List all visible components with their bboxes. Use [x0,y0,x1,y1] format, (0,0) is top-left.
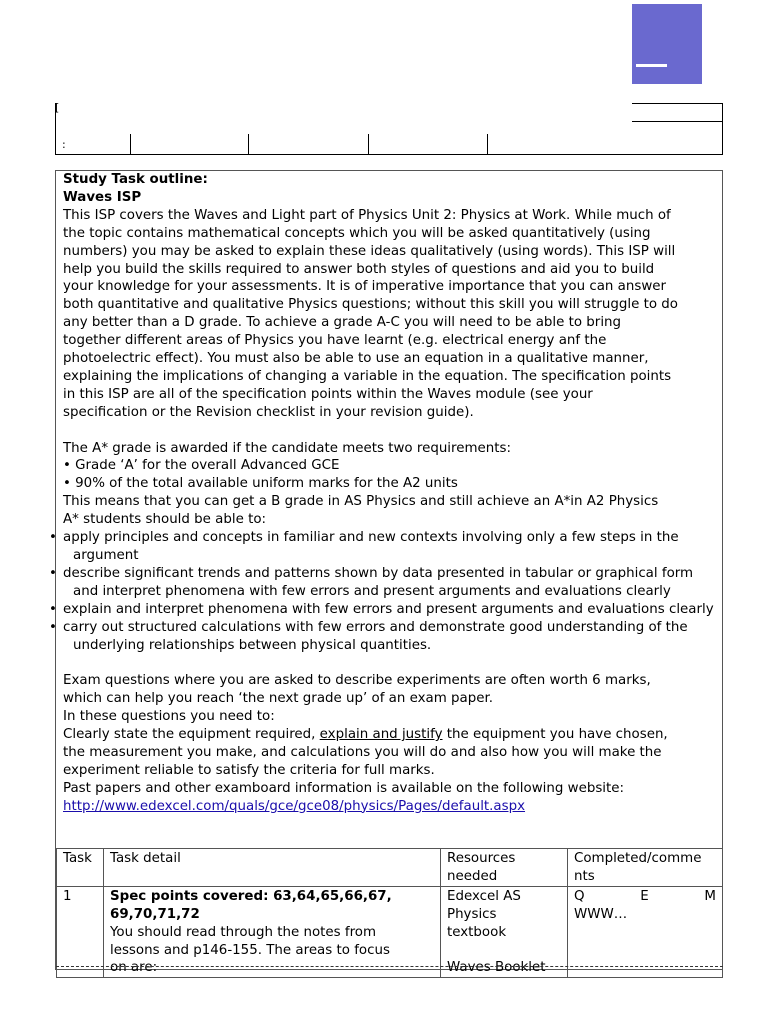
intro-line: together different areas of Physics you have learnt (e.g. electrical energy anf the [63,333,607,349]
skill-bullet: • describe significant trends and patterns shown by data presented in tabular or graphical form and interpret phenomena with few errors and present arguments and evaluations clearly [49,565,694,599]
exam-text: which can help you reach ‘the next grade up’ of an exam paper. [63,691,494,707]
bullet-icon: • [49,565,57,581]
bullet-icon: • [49,601,57,617]
header-task-detail: Task detail [104,849,441,887]
means-text: This means that you can get a B grade in AS Physics and still achieve an A*in A2 Physics [63,494,659,510]
requirement-2: • 90% of the total available uniform marks for the A2 units [63,476,458,492]
skill-bullet: • explain and interpret phenomena with few errors and present arguments and evaluations clearly [49,601,714,617]
intro-line: in this ISP are all of the specification points within the Waves module (see your [63,386,593,402]
intro-line: the topic contains mathematical concepts which you will be asked quantitatively (using [63,225,651,241]
requirement-1: • Grade ‘A’ for the overall Advanced GCE [63,458,340,474]
study-task-outline [49,170,723,976]
intro-line: explaining the implications of changing a variable in the equation. The specification points [63,368,672,384]
table-row [57,886,723,978]
bracket-mark: [ [55,101,60,114]
header-task: Task [57,849,104,887]
bullet-icon: • [49,619,57,635]
intro-line: both quantitative and qualitative Physics questions; without this skill you will struggle to do [63,297,678,313]
intro-line: numbers) you may be asked to explain these ideas qualitatively (using words). This ISP will [63,243,676,259]
outline-subtitle: Waves ISP [63,189,142,205]
astar-intro: The A* grade is awarded if the candidate meets two requirements: [63,440,511,456]
outline-title: Study Task outline: [63,172,208,187]
intro-line: This ISP covers the Waves and Light part of Physics Unit 2: Physics at Work. While much of [63,207,671,223]
outline-text [49,171,722,816]
intro-line: help you build the skills required to answer both styles of questions and aid you to build [63,261,655,277]
past-papers-text: Past papers and other examboard information is available on the following website: [63,780,625,796]
colon-label: : [62,138,66,151]
measure-text: the measurement you make, and calculations you will do and also how you will make the [63,744,662,760]
header-completed: Completed/comme nts [568,849,723,887]
able-text: A* students should be able to: [63,512,267,528]
intro-line: any better than a D grade. To achieve a grade A-C you will need to be able to bring [63,315,622,331]
task-table [56,848,723,978]
clearly-text: Clearly state the equipment required, explain and justify the equipment you have chosen, [63,727,668,743]
intro-line: photoelectric effect). You must also be able to use an equation in a qualitative manner, [63,351,649,367]
skill-bullet: • carry out structured calculations with few errors and demonstrate good understanding of the underlying relationships between physical quantities. [49,619,688,653]
exam-text: Exam questions where you are asked to describe experiments are often worth 6 marks, [63,673,651,689]
logo-underline [636,64,667,67]
task-number: 1 [57,886,104,978]
edexcel-link[interactable]: http://www.edexcel.com/quals/gce/gce08/physics/Pages/default.aspx [63,798,526,814]
task-detail: Spec points covered: 63,64,65,66,67, 69,70,71,72 You should read through the notes from lessons and p146-155. The areas to focus on are: [104,886,441,978]
bullet-icon: • [49,530,57,546]
intro-line: your knowledge for your assessments. It is of imperative importance that you can answer [63,279,667,295]
header-resources: Resources needed [441,849,568,887]
measure-text: experiment reliable to satisfy the criteria for full marks. [63,762,435,778]
skill-bullet: • apply principles and concepts in familiar and new contexts involving only a few steps in the argument [49,530,679,564]
dashed-divider [56,966,723,967]
intro-line: specification or the Revision checklist in your revision guide). [63,404,474,420]
need-text: In these questions you need to: [63,709,275,725]
task-table-header [57,849,723,887]
task-resources: Edexcel AS Physics textbook Waves Booklet [441,886,568,978]
school-logo [632,4,702,84]
task-completed: Q E M WWW… [568,886,723,978]
